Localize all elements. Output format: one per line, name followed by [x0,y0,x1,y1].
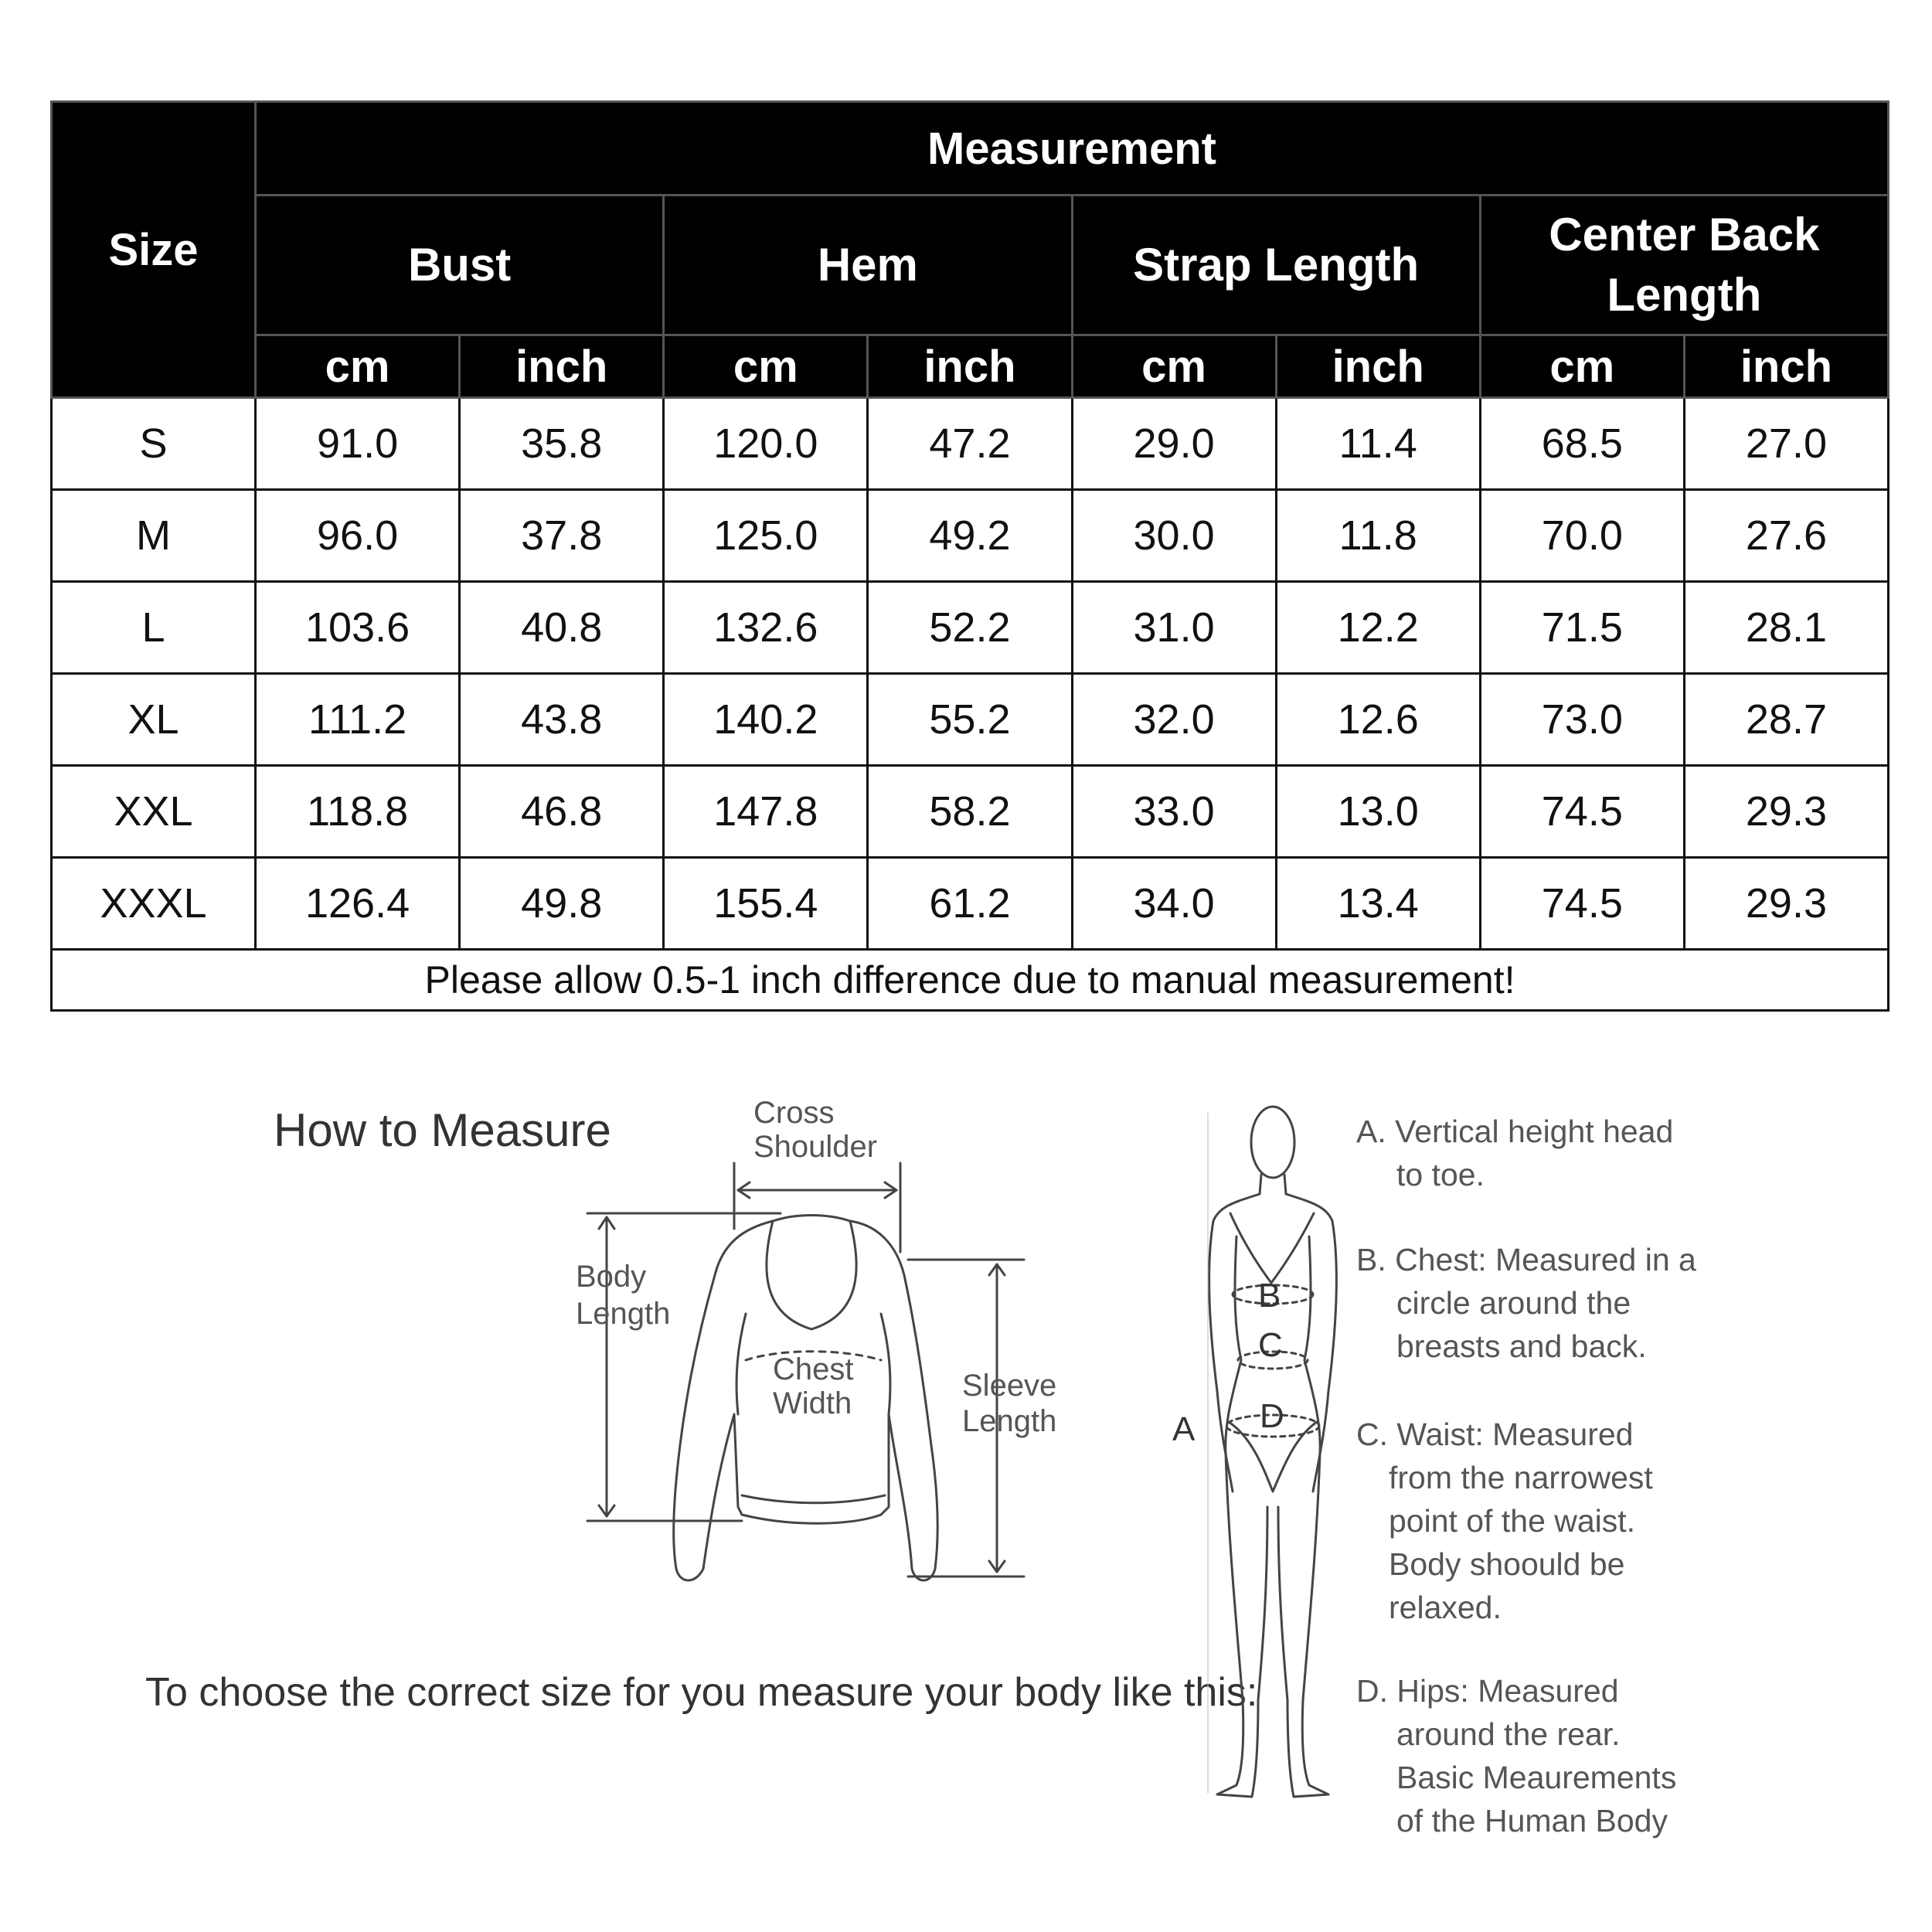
table-cell: 74.5 [1480,766,1684,858]
table-cell: 61.2 [868,858,1072,950]
note-chest [1356,1238,1758,1368]
table-cell: 13.4 [1276,858,1480,950]
choose-size-instruction: To choose the correct size for you measure your body like this: [145,1670,1258,1715]
table-cell: 29.3 [1684,858,1888,950]
table-cell: 28.7 [1684,674,1888,766]
table-cell: 68.5 [1480,398,1684,490]
label-line: Length [962,1404,1057,1438]
letter-a-label: A [1172,1410,1196,1448]
table-cell: 12.6 [1276,674,1480,766]
table-cell: 91.0 [256,398,460,490]
table-cell: 40.8 [460,582,664,674]
size-cell: S [52,398,256,490]
table-cell: 126.4 [256,858,460,950]
table-cell: 73.0 [1480,674,1684,766]
table-cell: 125.0 [664,490,868,582]
cross-shoulder-label [753,1096,877,1164]
table-cell: 27.0 [1684,398,1888,490]
letter-c-label: C [1258,1326,1283,1364]
table-cell: 49.2 [868,490,1072,582]
how-to-measure-title: How to Measure [274,1104,611,1156]
unit-header: inch [460,335,664,398]
table-cell: 34.0 [1072,858,1276,950]
label-line: Chest [773,1352,854,1386]
table-cell: 111.2 [256,674,460,766]
note-line: circle around the [1396,1285,1631,1321]
table-cell: 49.8 [460,858,664,950]
table-row [52,490,1889,582]
letter-b-label: B [1258,1277,1281,1315]
table-cell: 28.1 [1684,582,1888,674]
unit-header: inch [1684,335,1888,398]
size-cell: XXL [52,766,256,858]
table-cell: 43.8 [460,674,664,766]
size-cell: XL [52,674,256,766]
note-line: A. Vertical height head [1356,1114,1674,1149]
table-cell: 120.0 [664,398,868,490]
table-row [52,582,1889,674]
table-cell: 11.8 [1276,490,1480,582]
table-cell: 30.0 [1072,490,1276,582]
table-row [52,858,1889,950]
note-line: from the narrowest [1389,1460,1653,1495]
table-cell: 47.2 [868,398,1072,490]
table-cell: 132.6 [664,582,868,674]
table-cell: 103.6 [256,582,460,674]
table-cell: 55.2 [868,674,1072,766]
table-cell: 140.2 [664,674,868,766]
label-line: Sleeve [962,1369,1057,1403]
size-column-header: Size [52,102,256,398]
size-chart-table [50,100,1889,1012]
label-line: Length [576,1297,671,1331]
unit-header: inch [868,335,1072,398]
table-row [52,674,1889,766]
table-cell: 32.0 [1072,674,1276,766]
table-row [52,766,1889,858]
table-cell: 11.4 [1276,398,1480,490]
note-line: breasts and back. [1396,1328,1647,1364]
letter-d-label: D [1260,1397,1284,1435]
size-cell: XXXL [52,858,256,950]
note-line: Basic Meaurements [1396,1760,1677,1795]
label-line: Width [773,1386,852,1420]
table-cell: 52.2 [868,582,1072,674]
note-line: Body shoould be [1389,1546,1625,1582]
note-waist [1356,1413,1789,1629]
measurement-note: Please allow 0.5-1 inch difference due to manual measurement! [52,950,1889,1011]
group-header-bust: Bust [256,196,664,335]
size-cell: L [52,582,256,674]
group-header-center-back-length: Center Back Length [1480,196,1888,335]
unit-header: inch [1276,335,1480,398]
body-length-label [576,1258,670,1332]
note-line: relaxed. [1389,1590,1502,1625]
table-cell: 12.2 [1276,582,1480,674]
table-cell: 58.2 [868,766,1072,858]
note-vertical-height [1356,1110,1758,1196]
table-cell: 33.0 [1072,766,1276,858]
label-line: Shoulder [753,1130,878,1164]
measurement-header: Measurement [256,102,1889,196]
table-cell: 37.8 [460,490,664,582]
note-hips [1356,1669,1758,1842]
group-header-strap-length: Strap Length [1072,196,1480,335]
unit-header: cm [664,335,868,398]
label-line: Cross [753,1096,835,1130]
chest-width-label [773,1352,854,1420]
table-cell: 35.8 [460,398,664,490]
table-cell: 29.0 [1072,398,1276,490]
unit-header: cm [1072,335,1276,398]
table-cell: 74.5 [1480,858,1684,950]
note-line: C. Waist: Measured [1356,1417,1634,1452]
note-row [52,950,1889,1011]
note-line: to toe. [1396,1157,1485,1192]
note-line: D. Hips: Measured [1356,1673,1619,1709]
table-cell: 147.8 [664,766,868,858]
note-line: of the Human Body [1396,1803,1668,1838]
note-line: around the rear. [1396,1716,1621,1752]
label-line: Body [576,1260,647,1294]
table-cell: 96.0 [256,490,460,582]
table-cell: 27.6 [1684,490,1888,582]
body-figure-sketch [1190,1097,1345,1808]
unit-header: cm [256,335,460,398]
table-row [52,398,1889,490]
table-cell: 118.8 [256,766,460,858]
group-header-hem: Hem [664,196,1072,335]
unit-header: cm [1480,335,1684,398]
table-cell: 70.0 [1480,490,1684,582]
table-cell: 31.0 [1072,582,1276,674]
table-cell: 13.0 [1276,766,1480,858]
note-line: B. Chest: Measured in a [1356,1242,1696,1277]
size-cell: M [52,490,256,582]
table-cell: 155.4 [664,858,868,950]
table-cell: 46.8 [460,766,664,858]
note-line: point of the waist. [1389,1503,1636,1539]
table-cell: 29.3 [1684,766,1888,858]
table-cell: 71.5 [1480,582,1684,674]
sleeve-length-label [962,1368,1056,1439]
